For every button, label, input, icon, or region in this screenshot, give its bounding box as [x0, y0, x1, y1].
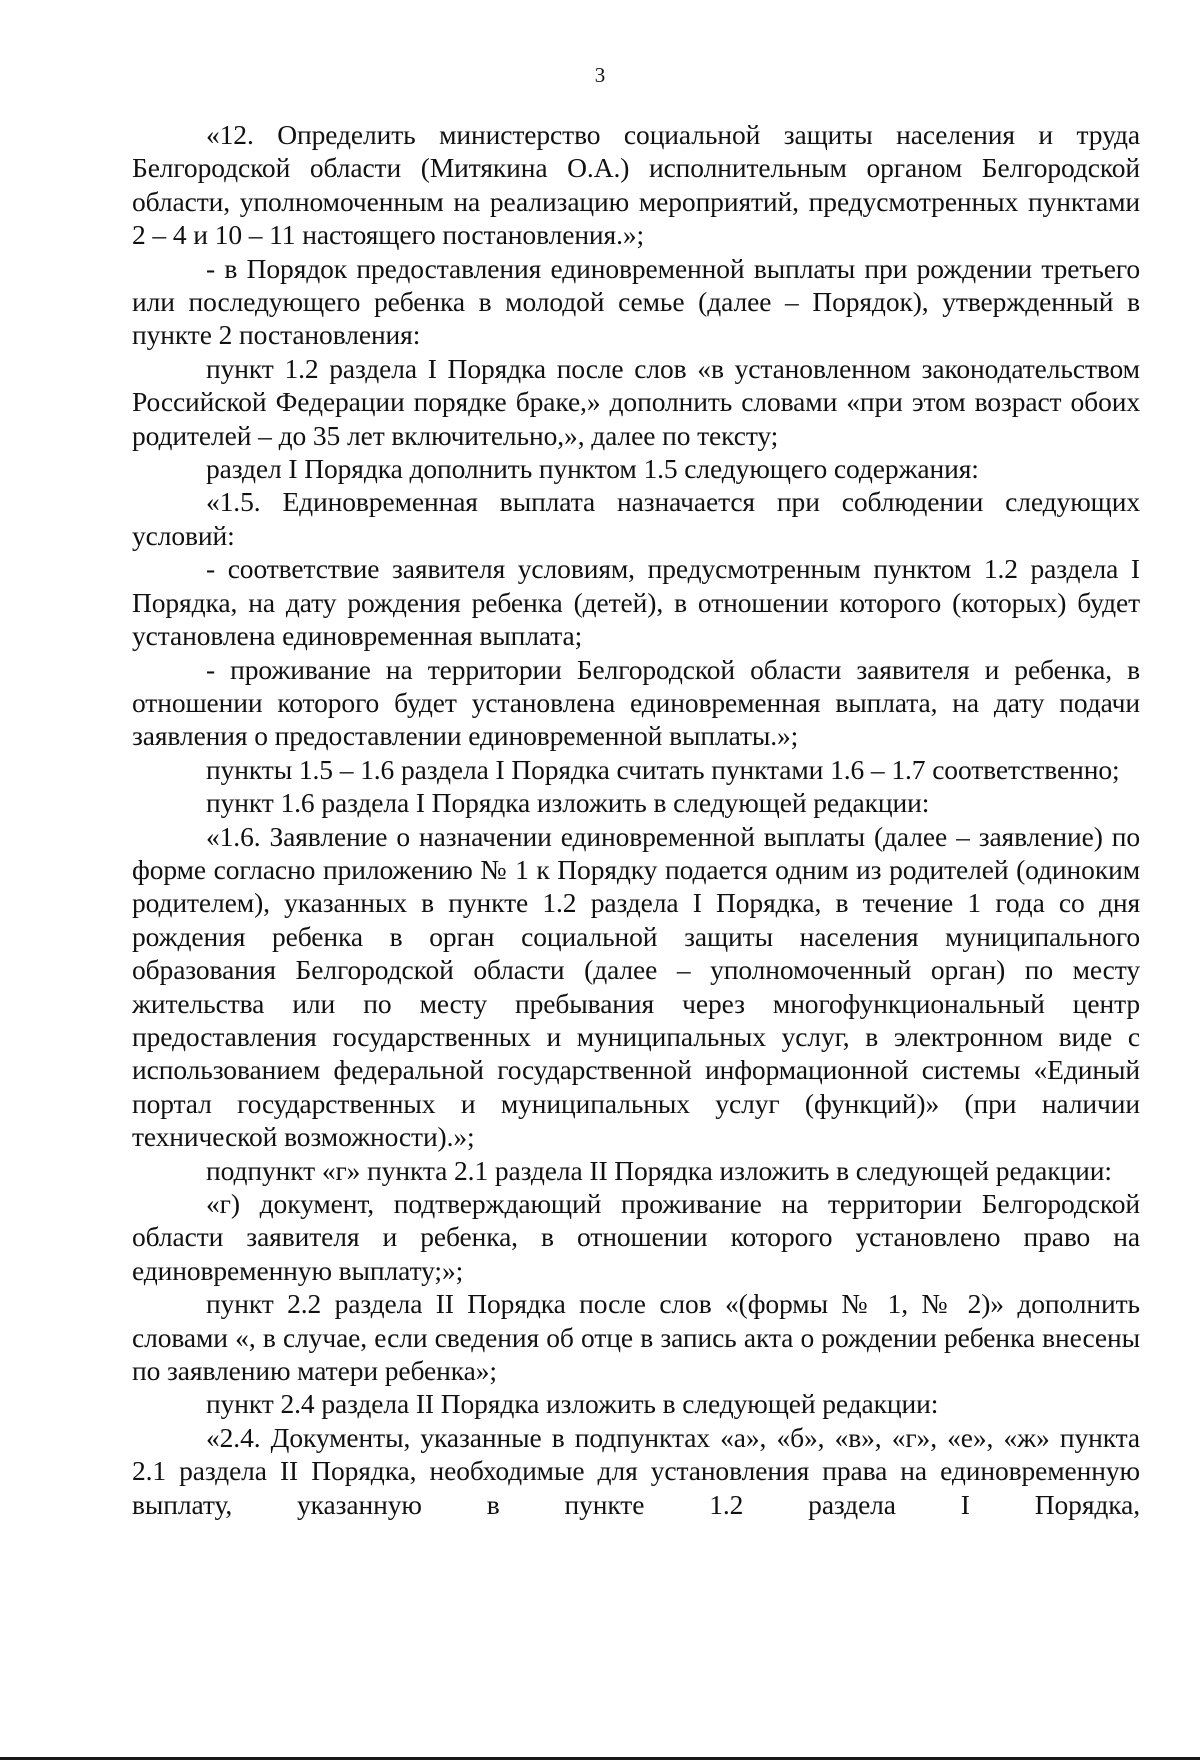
- paragraph-15: «2.4. Документы, указанные в подпунктах «а», «б», «в», «г», «е», «ж» пункта 2.1 раздела II Порядка, необходимые для установления права на единовременную выплату, указанную в пункте 1.2 раздела I Порядка,: [132, 1421, 1140, 1520]
- paragraph-7: - проживание на территории Белгородской области заявителя и ребенка, в отношении которого будет установлена единовременная выплата, на дату подачи заявления о предоставлении единовременной выплаты.»;: [132, 653, 1140, 752]
- page-number: 3: [594, 63, 606, 87]
- paragraph-3: пункт 1.2 раздела I Порядка после слов «в установленном законодательством Российской Федерации порядке браке,» дополнить словами «при этом возраст обоих родителей – до 35 лет включительно,», далее по тексту;: [132, 352, 1140, 451]
- paragraph-5: «1.5. Единовременная выплата назначается при соблюдении следующих условий:: [132, 486, 1140, 551]
- paragraph-1: «12. Определить министерство социальной защиты населения и труда Белгородской области (Митякина О.А.) исполнительным органом Белгородской области, уполномоченным на реализацию мероприятий, предусмотренных пунктами 2 – 4 и 10 – 11 настоящего постановления.»;: [132, 119, 1140, 251]
- paragraph-13: пункт 2.2 раздела II Порядка после слов «(формы № 1, № 2)» дополнить словами «, в случае, если сведения об отце в запись акта о рождении ребенка внесены по заявлению матери ребенка»;: [132, 1288, 1140, 1387]
- paragraph-4: раздел I Порядка дополнить пунктом 1.5 следующего содержания:: [206, 453, 979, 485]
- paragraph-9: пункт 1.6 раздела I Порядка изложить в следующей редакции:: [206, 787, 930, 819]
- paragraph-8: пункты 1.5 – 1.6 раздела I Порядка считать пунктами 1.6 – 1.7 соответственно;: [206, 753, 1120, 785]
- paragraph-11: подпункт «г» пункта 2.1 раздела II Порядка изложить в следующей редакции:: [206, 1154, 1112, 1186]
- paragraph-2: - в Порядок предоставления единовременной выплаты при рождении третьего или последующего ребенка в молодой семье (далее – Порядок), утвержденный в пункте 2 постановления:: [132, 252, 1140, 351]
- paragraph-10: «1.6. Заявление о назначении единовременной выплаты (далее – заявление) по форме согласно приложению № 1 к Порядку подается одним из родителей (одиноким родителем), указанных в пункте 1.2 раздела I Порядка, в течение 1 года со дня рождения ребенка в орган социальной защиты населения муниципального образования Белгородской области (далее – уполномоченный орган) по месту жительства или по месту пребывания через многофункциональный центр предоставления государственных и муниципальных услуг, в электронном виде с использованием федеральной государственной информационной системы «Единый портал государственных и муниципальных услуг (функций)» (при наличии технической возможности).»;: [132, 820, 1140, 1153]
- paragraph-12: «г) документ, подтверждающий проживание на территории Белгородской области заявителя и ребенка, в отношении которого установлено право на единовременную выплату;»;: [132, 1188, 1140, 1286]
- document-body: [132, 118, 1140, 1521]
- paragraph-6: - соответствие заявителя условиям, предусмотренным пунктом 1.2 раздела I Порядка, на дату рождения ребенка (детей), в отношении которого (которых) будет установлена единовременная выплата;: [132, 553, 1140, 652]
- paragraph-14: пункт 2.4 раздела II Порядка изложить в следующей редакции:: [206, 1388, 939, 1420]
